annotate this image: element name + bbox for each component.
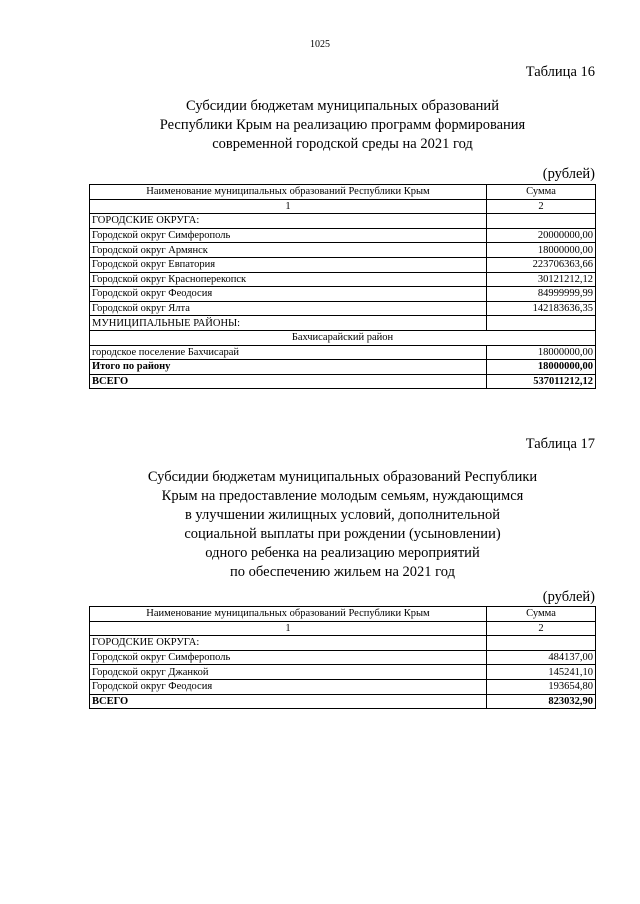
row-sum: 18000000,00 [487, 345, 596, 360]
header-sum-cell: Сумма [487, 185, 596, 200]
page-number: 1025 [310, 39, 330, 50]
section-row [90, 214, 596, 229]
header-name-cell: Наименование муниципальных образований Республики Крым [90, 185, 487, 200]
title-line: Субсидии бюджетам муниципальных образований [186, 98, 499, 114]
district-total-label: Итого по району [90, 360, 487, 375]
index-row [90, 199, 596, 214]
section-title: ГОРОДСКИЕ ОКРУГА: [90, 214, 487, 229]
table-row [90, 228, 596, 243]
table-row [90, 287, 596, 302]
index-cell-2: 2 [487, 621, 596, 636]
table-row [90, 679, 596, 694]
title-line: в улучшении жилищных условий, дополнительной [184, 507, 501, 523]
title-line: по обеспечению жильем на 2021 год [230, 564, 455, 580]
table-17-label: Таблица 17 [525, 436, 595, 452]
grand-total-label: ВСЕГО [90, 374, 487, 389]
district-row [90, 330, 596, 345]
section-row [90, 316, 596, 331]
grand-total-label: ВСЕГО [90, 694, 487, 709]
row-sum: 145241,10 [487, 665, 596, 680]
title-line: Субсидии бюджетам муниципальных образований Республики [147, 469, 538, 485]
table-17 [89, 606, 596, 709]
row-sum: 30121212,12 [487, 272, 596, 287]
title-line: Республики Крым на реализацию программ формирования [159, 117, 526, 133]
district-total-sum: 18000000,00 [487, 360, 596, 375]
table-row [90, 301, 596, 316]
district-title: Бахчисарайский район [90, 330, 596, 345]
section-title: ГОРОДСКИЕ ОКРУГА: [90, 636, 487, 651]
index-cell-2: 2 [487, 199, 596, 214]
table-row [90, 243, 596, 258]
row-name: Городской округ Ялта [90, 301, 487, 316]
row-name: Городской округ Симферополь [90, 650, 487, 665]
table-16-title [90, 97, 595, 154]
table-row [90, 650, 596, 665]
row-name: Городской округ Джанкой [90, 665, 487, 680]
table-16-units: (рублей) [542, 166, 595, 182]
row-name: Городской округ Евпатория [90, 257, 487, 272]
table-row [90, 665, 596, 680]
title-line: Крым на предоставление молодым семьям, нуждающимся [161, 488, 524, 504]
row-name: Городской округ Симферополь [90, 228, 487, 243]
grand-total-row [90, 374, 596, 389]
row-sum: 142183636,35 [487, 301, 596, 316]
row-name: Городской округ Красноперекопск [90, 272, 487, 287]
table-row [90, 272, 596, 287]
header-row [90, 185, 596, 200]
row-name: Городской округ Феодосия [90, 679, 487, 694]
row-sum: 484137,00 [487, 650, 596, 665]
title-line: социальной выплаты при рождении (усыновлении) [184, 526, 501, 542]
row-sum: 223706363,66 [487, 257, 596, 272]
district-total-row [90, 360, 596, 375]
row-sum: 84999999,99 [487, 287, 596, 302]
table-row [90, 345, 596, 360]
row-sum: 20000000,00 [487, 228, 596, 243]
row-sum: 193654,80 [487, 679, 596, 694]
section-row [90, 636, 596, 651]
index-cell-1: 1 [90, 621, 487, 636]
index-row [90, 621, 596, 636]
table-16 [89, 184, 596, 389]
header-name-cell: Наименование муниципальных образований Республики Крым [90, 607, 487, 622]
section-title: МУНИЦИПАЛЬНЫЕ РАЙОНЫ: [90, 316, 487, 331]
grand-total-row [90, 694, 596, 709]
table-16-label: Таблица 16 [525, 64, 595, 80]
table-row [90, 257, 596, 272]
title-line: одного ребенка на реализацию мероприятий [205, 545, 480, 561]
grand-total-sum: 537011212,12 [487, 374, 596, 389]
header-sum-cell: Сумма [487, 607, 596, 622]
table-17-title [90, 468, 595, 582]
title-line: современной городской среды на 2021 год [212, 136, 473, 152]
table-17-units: (рублей) [542, 589, 595, 605]
row-name: Городской округ Феодосия [90, 287, 487, 302]
grand-total-sum: 823032,90 [487, 694, 596, 709]
index-cell-1: 1 [90, 199, 487, 214]
header-row [90, 607, 596, 622]
row-name: городское поселение Бахчисарай [90, 345, 487, 360]
row-name: Городской округ Армянск [90, 243, 487, 258]
row-sum: 18000000,00 [487, 243, 596, 258]
